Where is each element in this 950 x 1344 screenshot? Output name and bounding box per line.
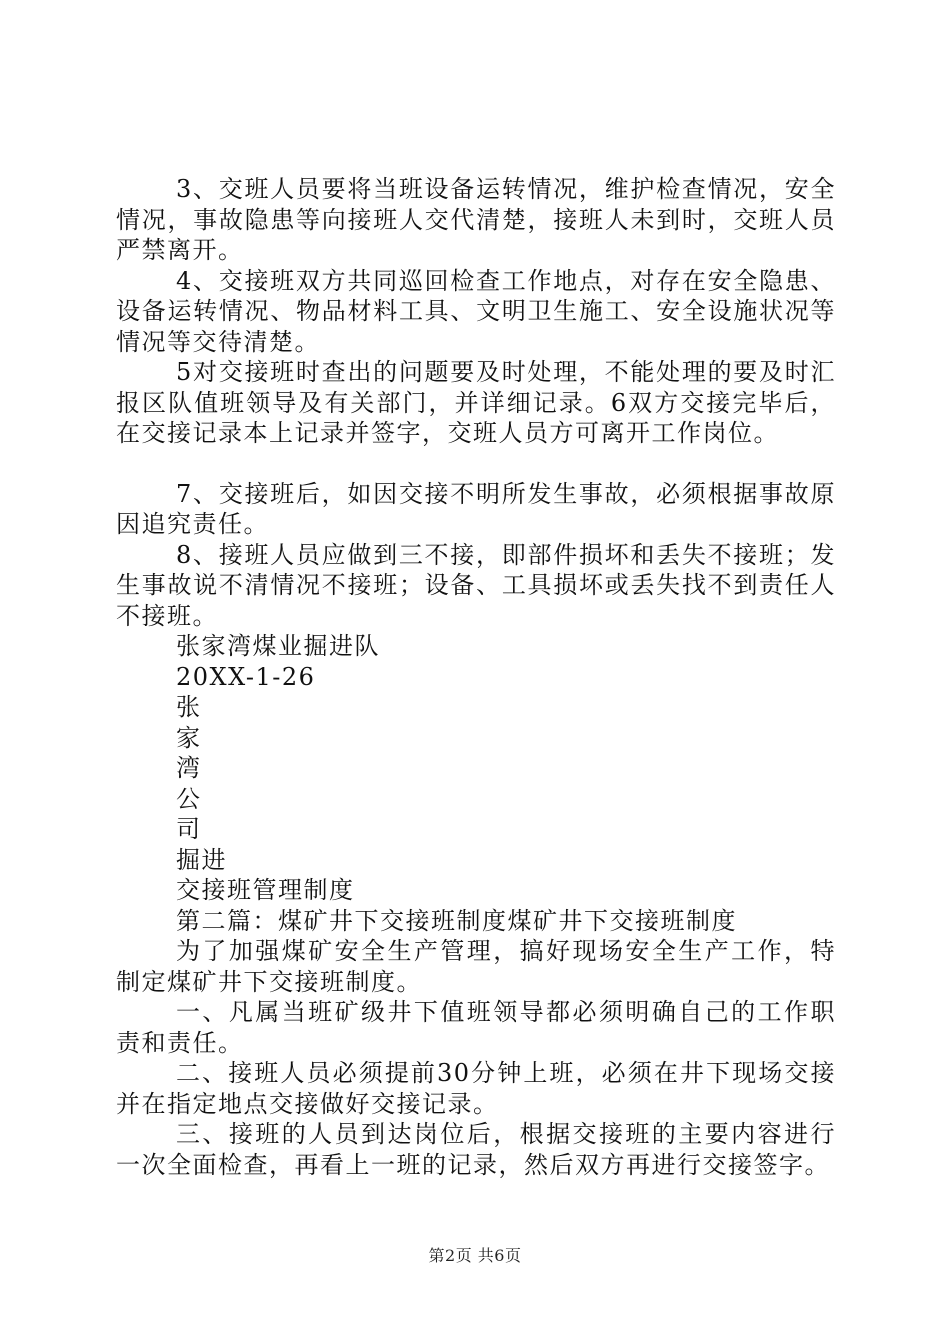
paragraph-item-4: 4、交接班双方共同巡回检查工作地点，对存在安全隐患、设备运转情况、物品材料工具、文明卫生施工、安全设施状况等情况等交待清楚。: [116, 266, 836, 356]
vertical-char: 公: [176, 784, 202, 813]
page-number-footer: 第2页 共6页: [428, 1246, 522, 1265]
paragraph-intro: 为了加强煤矿安全生产管理，搞好现场安全生产工作，特制定煤矿井下交接班制度。: [116, 937, 836, 996]
vertical-char: 湾: [176, 754, 202, 782]
vertical-char: 掘进: [176, 845, 227, 874]
paragraph-item-8: 8、接班人员应做到三不接，即部件损坏和丢失不接班；发生事故说不清情况不接班；设备、工具损坏或丢失找不到责任人不接班。: [116, 540, 836, 630]
signature-date: 20XX-1-26: [176, 662, 316, 691]
vertical-char: 交接班管理制度: [176, 876, 355, 904]
paragraph-item-3: 3、交班人员要将当班设备运转情况，维护检查情况，安全情况，事故隐患等向接班人交代清楚，接班人未到时，交班人员严禁离开。: [116, 175, 836, 264]
section-title: 第二篇：煤矿井下交接班制度煤矿井下交接班制度: [176, 906, 737, 935]
vertical-char: 张: [176, 693, 202, 721]
paragraph-rule-3: 三、接班的人员到达岗位后，根据交接班的主要内容进行一次全面检查，再看上一班的记录，然后双方再进行交接签字。: [116, 1120, 836, 1179]
paragraph-item-7: 7、交接班后，如因交接不明所发生事故，必须根据事故原因追究责任。: [116, 479, 836, 538]
signature-unit: 张家湾煤业掘进队: [176, 632, 380, 660]
vertical-char: 司: [176, 815, 202, 843]
document-body: [116, 174, 836, 1180]
paragraph-rule-1: 一、凡属当班矿级井下值班领导都必须明确自己的工作职责和责任。: [116, 998, 836, 1057]
paragraph-rule-2: 二、接班人员必须提前30分钟上班，必须在井下现场交接并在指定地点交接做好交接记录。: [116, 1059, 836, 1118]
paragraph-item-5-6: 5对交接班时查出的问题要及时处理，不能处理的要及时汇报区队值班领导及有关部门，并详细记录。6双方交接完毕后，在交接记录本上记录并签字，交班人员方可离开工作岗位。: [116, 358, 836, 447]
vertical-char: 家: [176, 723, 202, 752]
